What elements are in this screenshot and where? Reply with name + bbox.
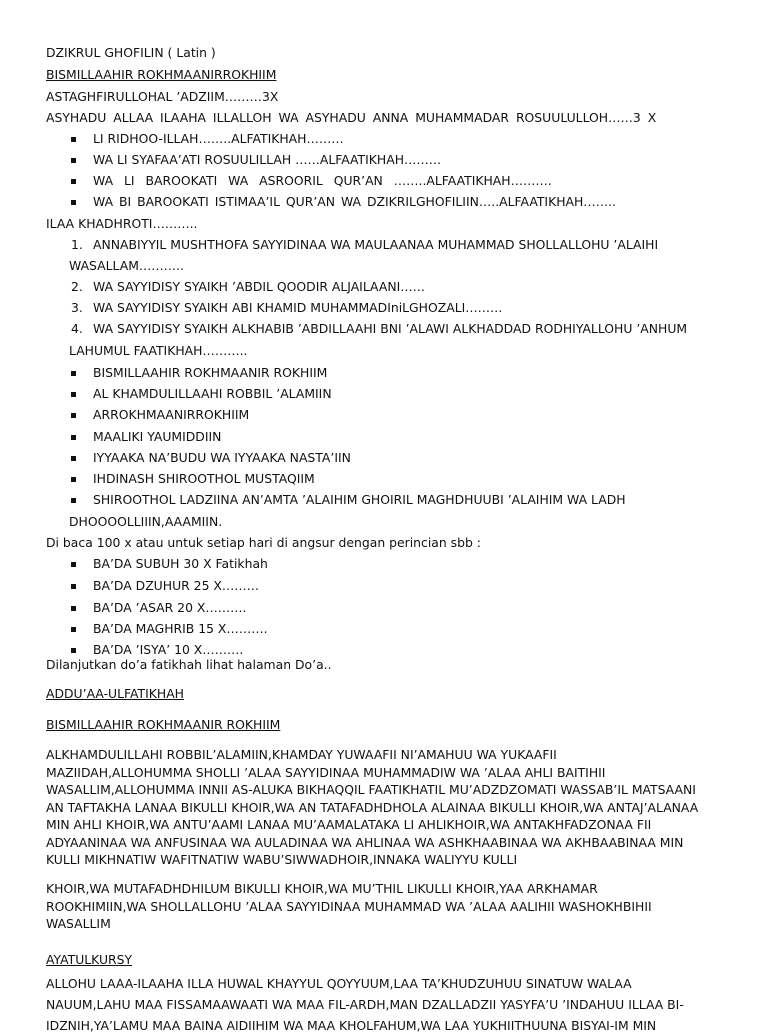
doa-line: MIN AHLI KHOIR,WA ANTU’AAMI LANAA MU’AAMALATAKA LI AHLIKHOIR,WA ANTAKHFADZONAA FII bbox=[46, 817, 652, 832]
ilaa-khadhroti: ILAA KHADHROTI……….. bbox=[46, 216, 198, 231]
fatihah-verse-continuation: DHOOOOLLIIIN,AAAMIIN. bbox=[69, 514, 223, 529]
list-item: LI RIDHOO-ILLAH……..ALFATIKHAH……… bbox=[93, 131, 344, 146]
numbered-item-continuation: LAHUMUL FAATIKHAH……….. bbox=[69, 343, 248, 358]
doc-title: DZIKRUL GHOFILIN ( Latin ) bbox=[46, 45, 216, 60]
numbered-item bbox=[71, 279, 426, 295]
fatihah-verse: IYYAAKA NA’BUDU WA IYYAAKA NASTA’IIN bbox=[93, 450, 351, 465]
fatihah-verse: SHIROOTHOL LADZIINA AN’AMTA ’ALAIHIM GHOIRIL MAGHDHUUBI ’ALAIHIM WA LADH bbox=[93, 492, 626, 507]
fatihah-verse: MAALIKI YAUMIDDIIN bbox=[93, 429, 222, 444]
doa-line: WASALLIM,ALLOHUMMA INNII AS-ALUKA BIKHAQQIL FAATIKHATIL MU’ADZDZOMATI WASSAB’IL MATSAANI bbox=[46, 782, 696, 797]
kursy-line: ALLOHU LAAA-ILAAHA ILLA HUWAL KHAYYUL QOYYUUM,LAA TA’KHUDZUHUU SINATUW WALAA bbox=[46, 976, 632, 991]
doa-line: AN TAFTAKHA LANAA BIKULLI KHOIR,WA AN TATAFADHDHOLA ALAINAA BIKULLI KHOIR,WA ANTAJ’ALANAA bbox=[46, 799, 699, 815]
basmalah-heading: BISMILLAAHIR ROKHMAANIRROKHIIM bbox=[46, 67, 277, 82]
istighfar-line: ASTAGHFIRULLOHAL ’ADZIIM………3X bbox=[46, 89, 279, 104]
fatihah-verse: ARROKHMAANIRROKHIIM bbox=[93, 407, 250, 422]
numbered-item-continuation: WASALLAM……….. bbox=[69, 258, 184, 273]
fatihah-verse: AL KHAMDULILLAAHI ROBBIL ’ALAMIIN bbox=[93, 386, 332, 401]
schedule-item: BA’DA DZUHUR 25 X……… bbox=[93, 578, 260, 593]
continuation-note: Dilanjutkan do’a fatikhah lihat halaman Do’a.. bbox=[46, 657, 332, 672]
item-text: WA SAYYIDISY SYAIKH ALKHABIB ’ABDILLAAHI BNI ’ALAWI ALKHADDAD RODHIYALLOHU ’ANHUM bbox=[93, 321, 688, 336]
doa-line: ROOKHIMIIN,WA SHOLLALLOHU ’ALAA SAYYIDINAA MUHAMMAD WA ’ALAA AALIHII WASHOKHBIHII bbox=[46, 898, 652, 914]
item-text: WA SAYYIDISY SYAIKH ’ABDIL QOODIR ALJAILAANI…… bbox=[93, 279, 426, 294]
doa-line: KULLI MIKHNATIW WAFITNATIW WABU’SIWWADHOIR,INNAKA WALIYYU KULLI bbox=[46, 852, 518, 867]
schedule-item: BA’DA MAGHRIB 15 X………. bbox=[93, 621, 268, 636]
doa-line: WASALLIM bbox=[46, 916, 111, 931]
section-heading-ayatulkursy: AYATULKURSY bbox=[46, 952, 133, 967]
doa-line: MAZIIDAH,ALLOHUMMA SHOLLI ’ALAA SAYYIDINAA MUHAMMADIW WA ’ALAA AHLI BAITIHII bbox=[46, 764, 606, 780]
numbered-item bbox=[71, 237, 659, 253]
item-number: 1. bbox=[71, 237, 83, 252]
fatihah-verse: IHDINASH SHIROOTHOL MUSTAQIIM bbox=[93, 471, 315, 486]
list-item: WA LI BAROOKATI WA ASROORIL QUR’AN ……..ALFAATIKHAH………. bbox=[93, 173, 552, 188]
item-text: ANNABIYYIL MUSHTHOFA SAYYIDINAA WA MAULAANAA MUHAMMAD SHOLLALLOHU ’ALAIHI bbox=[93, 237, 659, 252]
doa-line: ALKHAMDULILLAHI ROBBIL’ALAMIIN,KHAMDAY YUWAAFII NI’AMAHUU WA YUKAAFII bbox=[46, 747, 557, 762]
schedule-item: BA’DA ’ISYA’ 10 X………. bbox=[93, 642, 244, 657]
kursy-paragraph bbox=[46, 973, 736, 1036]
doa-line: ADYAANINAA WA ANFUSINAA WA AULADINAA WA AHLINAA WA ASHKHAABINAA WA AKHBAABINAA MIN bbox=[46, 834, 684, 850]
item-text: WA SAYYIDISY SYAIKH ABI KHAMID MUHAMMADIniLGHOZALI……… bbox=[93, 300, 503, 315]
fatihah-verse: BISMILLAAHIR ROKHMAANIR ROKHIIM bbox=[93, 365, 328, 380]
doa-line: KHOIR,WA MUTAFADHDHILUM BIKULLI KHOIR,WA MU’THIL LIKULLI KHOIR,YAA ARKHAMAR bbox=[46, 881, 598, 896]
schedule-item: BA’DA SUBUH 30 X Fatikhah bbox=[93, 556, 268, 571]
numbered-item bbox=[71, 300, 503, 316]
list-item: WA LI SYAFAA’ATI ROSUULILLAH ……ALFAATIKHAH……… bbox=[93, 152, 442, 167]
schedule-item: BA’DA ’ASAR 20 X………. bbox=[93, 600, 247, 615]
instruction-text: Di baca 100 x atau untuk setiap hari di angsur dengan perincian sbb : bbox=[46, 535, 481, 550]
numbered-item bbox=[71, 321, 688, 337]
doa-paragraph-2 bbox=[46, 880, 736, 933]
section-heading-doa: ADDU’AA-ULFATIKHAH bbox=[46, 686, 184, 701]
syahadat-line: ASYHADU ALLAA ILAAHA ILLALLOH WA ASYHADU ANNA MUHAMMADAR ROSUULULLOH……3 X bbox=[46, 110, 657, 125]
kursy-line: IDZNIH,YA’LAMU MAA BAINA AIDIIHIM WA MAA KHOLFAHUM,WA LAA YUKHIITHUUNA BISYAI-IM MIN bbox=[46, 1018, 657, 1033]
list-item: WA BI BAROOKATI ISTIMAA’IL QUR’AN WA DZIKRILGHOFILIIN…..ALFAATIKHAH…….. bbox=[93, 194, 616, 209]
doa-paragraph bbox=[46, 746, 736, 869]
kursy-line: NAUUM,LAHU MAA FISSAMAAWAATI WA MAA FIL-ARDH,MAN DZALLADZII YASYFA’U ’INDAHUU ILLAA BI- bbox=[46, 997, 684, 1012]
item-number: 3. bbox=[71, 300, 83, 315]
item-number: 4. bbox=[71, 321, 83, 336]
basmalah-heading: BISMILLAAHIR ROKHMAANIR ROKHIIM bbox=[46, 717, 281, 732]
item-number: 2. bbox=[71, 279, 83, 294]
